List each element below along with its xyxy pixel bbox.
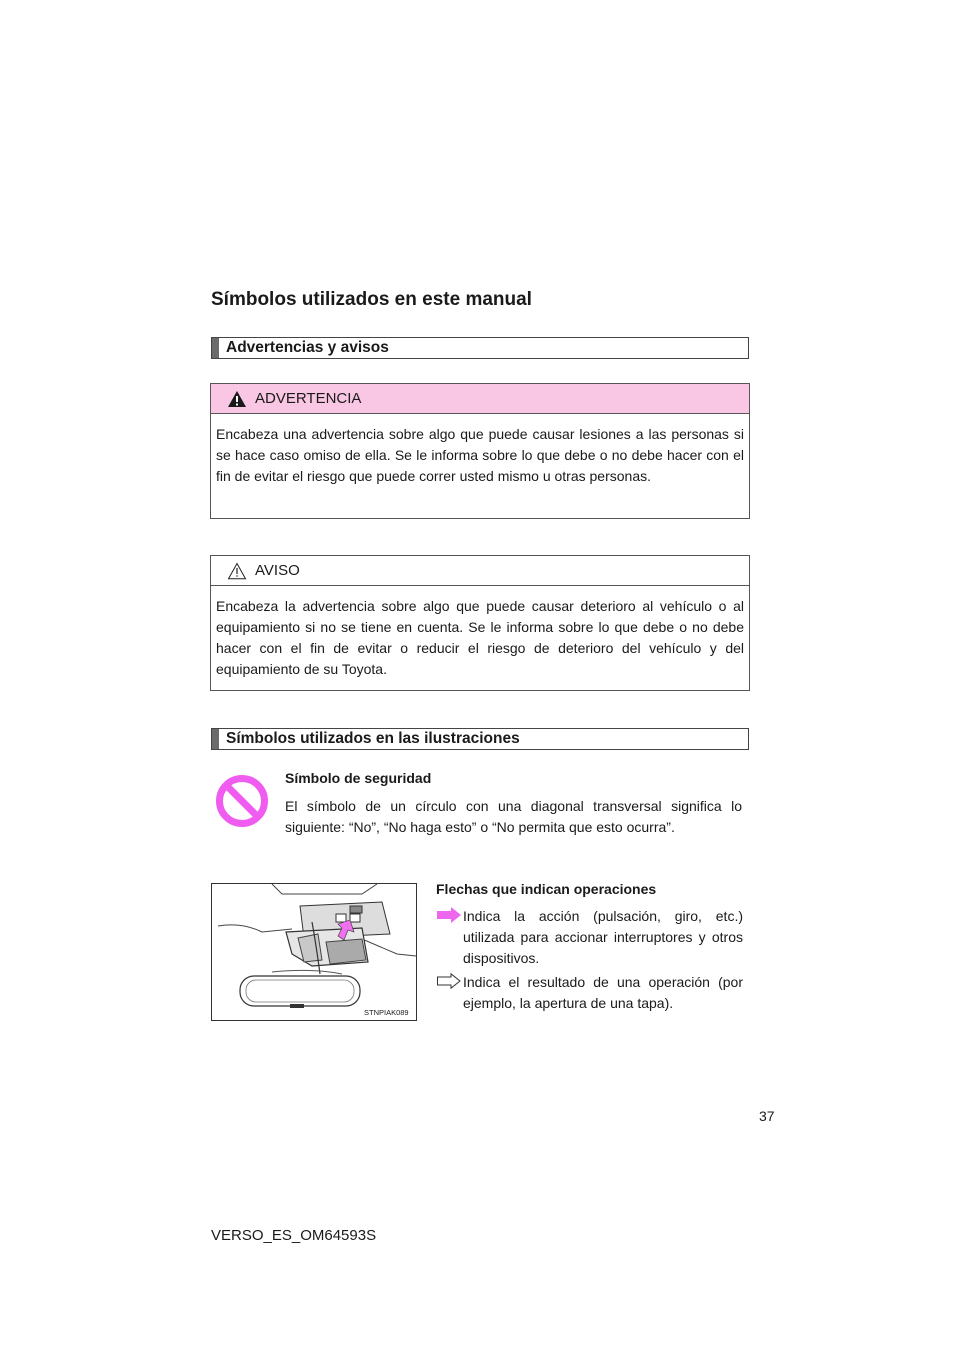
- warning-triangle-outline-icon: [227, 562, 247, 580]
- arrow-item-action: [463, 906, 743, 969]
- notice-label: AVISO: [255, 562, 300, 579]
- section-header-warnings: [211, 337, 749, 359]
- page-number: 37: [759, 1108, 775, 1124]
- warning-triangle-filled-icon: [227, 390, 247, 408]
- arrow-item-text: Indica la acción (pulsación, giro, etc.) utilizada para accionar interruptores y otros dispositivos.: [463, 908, 743, 966]
- illustration-code: STNPIAK089: [364, 1008, 409, 1017]
- section-title: Símbolos utilizados en las ilustraciones: [226, 730, 520, 747]
- safety-text: El símbolo de un círculo con una diagonal transversal significa lo siguiente: “No”, “No haga esto” o “No permita que esto ocurra”.: [285, 798, 742, 835]
- overhead-console-illustration: [211, 883, 417, 1021]
- notice-text: Encabeza la advertencia sobre algo que puede causar deterioro al vehículo o al equipamiento si no se tiene en cuenta. Se le informa sobre lo que debe o no debe hacer con el fin de evitar o reducir el riesgo de deterioro del vehículo y del equipamiento de su Toyota.: [216, 598, 744, 677]
- page-title: Símbolos utilizados en este manual: [211, 289, 532, 310]
- console-drawing: [212, 884, 416, 1020]
- arrow-item-text: Indica el resultado de una operación (por ejemplo, la apertura de una tapa).: [463, 974, 743, 1011]
- warning-text: Encabeza una advertencia sobre algo que puede causar lesiones a las personas si se hace caso omiso de ella. Se le informa sobre lo que debe o no debe hacer con el fin de evitar el riesgo que puede correr usted mismo u otras personas.: [216, 426, 744, 484]
- arrows-heading: Flechas que indican operaciones: [436, 881, 657, 897]
- outline-arrow-icon: [437, 973, 461, 989]
- warning-label: ADVERTENCIA: [255, 390, 362, 407]
- notice-box: [210, 555, 750, 691]
- arrow-item-result: [463, 972, 743, 1014]
- section-title: Advertencias y avisos: [226, 339, 389, 356]
- safety-heading: Símbolo de seguridad: [285, 770, 432, 786]
- document-code: VERSO_ES_OM64593S: [211, 1227, 377, 1244]
- prohibition-icon: [215, 774, 269, 828]
- warning-box: [210, 383, 750, 519]
- section-header-illustrations: [211, 728, 749, 750]
- filled-arrow-icon: [437, 907, 461, 923]
